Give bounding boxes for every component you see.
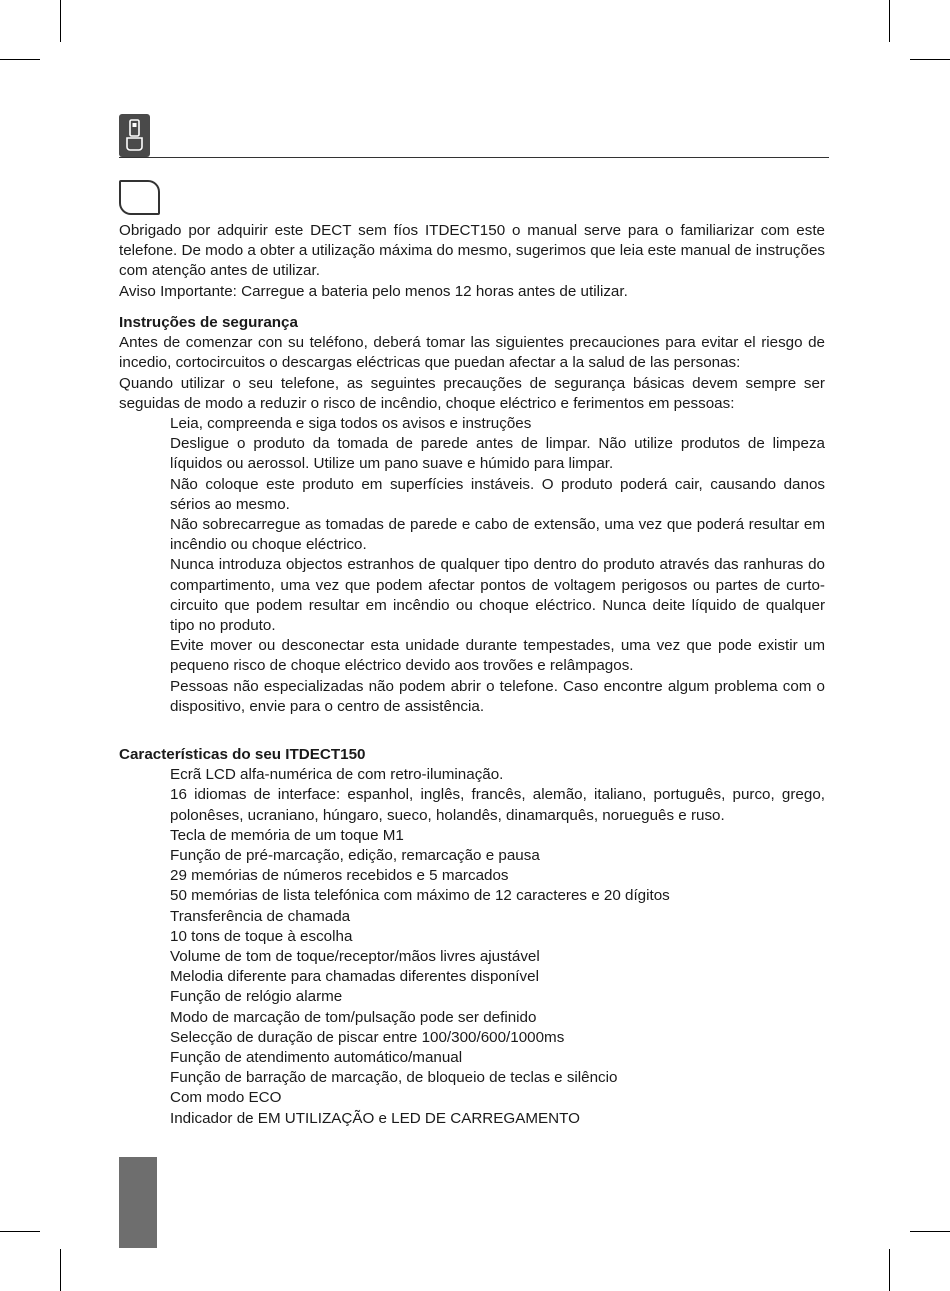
feature-item: Transferência de chamada xyxy=(170,907,351,925)
safety-paragraph: Antes de comenzar con su teléfono, deberá tomar las siguientes precauciones para evitar el riesgo de incedio, cortocircuitos o descargas eléctricas que puedan afectar a la salud de las personas: xyxy=(119,334,825,372)
safety-item: Não coloque este produto em superfícies instáveis. O produto poderá cair, causando danos sérios ao mesmo. xyxy=(170,475,825,513)
intro-section xyxy=(119,221,825,302)
safety-item: Pessoas não especializadas não podem abrir o telefone. Caso encontre algum problema com o dispositivo, envie para o centro de assistência. xyxy=(170,677,825,715)
crop-mark xyxy=(0,1231,40,1232)
safety-item: Nunca introduza objectos estranhos de qualquer tipo dentro do produto através das ranhuras do compartimento, uma vez que podem afectar pontos de voltagem perigosos ou partes de curto-circuito que podem resultar em incêndio ou choque eléctrico. Nunca deite líquido de qualquer tipo no produto. xyxy=(170,556,825,635)
feature-item: Volume de tom de toque/receptor/mãos livres ajustável xyxy=(170,948,540,966)
feature-item: 50 memórias de lista telefónica com máximo de 12 caracteres e 20 dígitos xyxy=(170,887,670,905)
crop-mark xyxy=(60,1249,61,1291)
intro-paragraph: Obrigado por adquirir este DECT sem fíos ITDECT150 o manual serve para o familiarizar com este telefone. De modo a obter a utilização máxima do mesmo, sugerimos que leia este manual de instruções com atenção antes de utilizar. xyxy=(119,222,825,280)
important-notice: Aviso Importante: Carregue a bateria pelo menos 12 horas antes de utilizar. xyxy=(119,282,628,300)
feature-item: 16 idiomas de interface: espanhol, inglês, francês, alemão, italiano, português, purco, grego, polonêses, ucraniano, húngaro, sueco, holandês, dinamarquês, norueguês e ruso. xyxy=(170,786,825,824)
feature-item: Função de pré-marcação, edição, remarcação e pausa xyxy=(170,847,540,865)
crop-mark xyxy=(60,0,61,42)
language-marker-icon xyxy=(119,180,160,215)
feature-item: Indicador de EM UTILIZAÇÃO e LED DE CARREGAMENTO xyxy=(170,1109,580,1127)
feature-item: Função de barração de marcação, de bloqueio de teclas e silêncio xyxy=(170,1069,618,1087)
feature-item: Ecrã LCD alfa-numérica de com retro-iluminação. xyxy=(170,766,504,784)
crop-mark xyxy=(910,59,950,60)
crop-mark xyxy=(910,1231,950,1232)
features-section xyxy=(119,745,825,1129)
feature-item: Melodia diferente para chamadas diferentes disponível xyxy=(170,968,539,986)
safety-item: Não sobrecarregue as tomadas de parede e cabo de extensão, uma vez que poderá resultar em incêndio ou choque eléctrico. xyxy=(170,516,825,554)
safety-section xyxy=(119,313,825,717)
header-divider xyxy=(119,157,829,158)
feature-item: Tecla de memória de um toque M1 xyxy=(170,826,404,844)
feature-item: 29 memórias de números recebidos e 5 marcados xyxy=(170,867,509,885)
crop-mark xyxy=(889,0,890,42)
crop-mark xyxy=(0,59,40,60)
feature-item: 10 tons de toque à escolha xyxy=(170,927,353,945)
feature-item: Com modo ECO xyxy=(170,1089,282,1107)
feature-item: Função de relógio alarme xyxy=(170,988,343,1006)
safety-item: Leia, compreenda e siga todos os avisos e instruções xyxy=(170,415,532,433)
crop-mark xyxy=(889,1249,890,1291)
features-heading: Características do seu ITDECT150 xyxy=(119,746,366,763)
safety-paragraph: Quando utilizar o seu telefone, as seguintes precauções de segurança básicas devem sempre ser seguidas de modo a reduzir o risco de incêndio, choque eléctrico e ferimentos em pessoas: xyxy=(119,374,825,412)
feature-item: Modo de marcação de tom/pulsação pode ser definido xyxy=(170,1008,537,1026)
feature-item: Selecção de duração de piscar entre 100/300/600/1000ms xyxy=(170,1028,565,1046)
feature-item: Função de atendimento automático/manual xyxy=(170,1049,463,1067)
safety-heading: Instruções de segurança xyxy=(119,314,298,331)
safety-item: Evite mover ou desconectar esta unidade durante tempestades, uma vez que pode existir um pequeno risco de choque eléctrico devido aos trovões e relâmpagos. xyxy=(170,637,825,675)
phone-handset-icon xyxy=(119,114,150,157)
page-edge-tab xyxy=(119,1157,157,1248)
safety-item: Desligue o produto da tomada de parede antes de limpar. Não utilize produtos de limpeza líquidos ou aerossol. Utilize um pano suave e húmido para limpar. xyxy=(170,435,825,473)
